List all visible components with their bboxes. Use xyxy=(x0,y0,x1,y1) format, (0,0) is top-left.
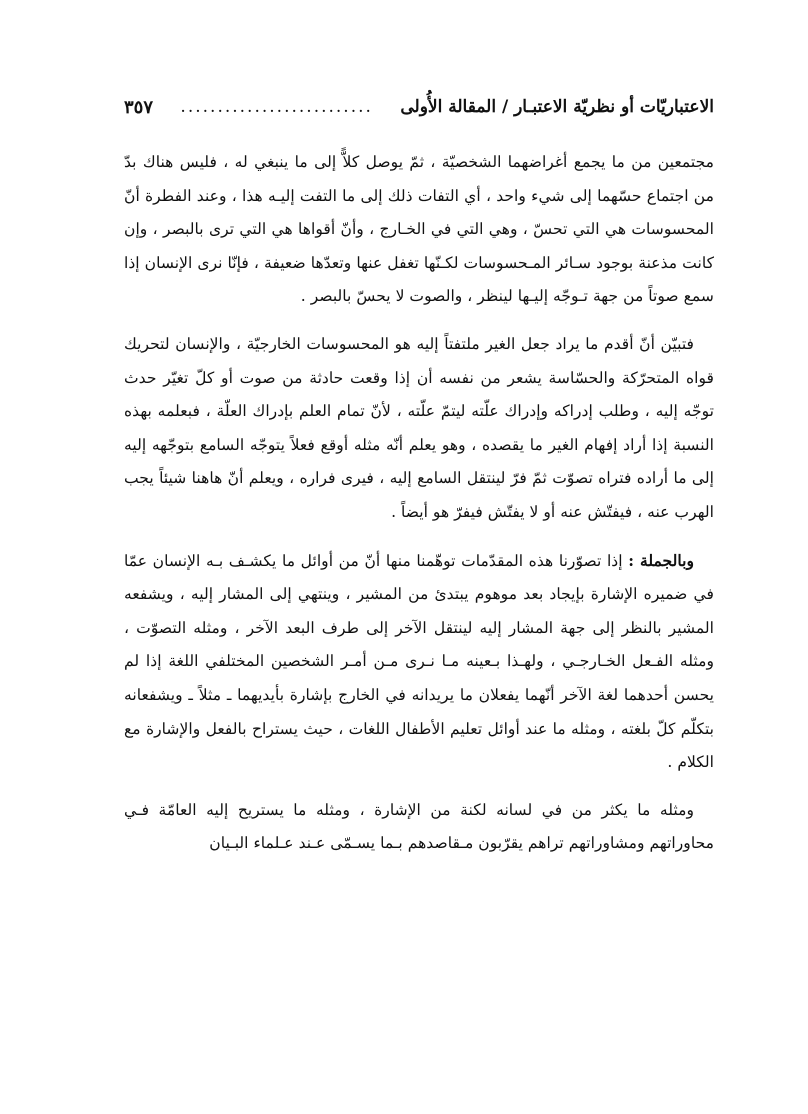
header-dot-leader: .......................... xyxy=(180,97,373,117)
running-header xyxy=(124,92,714,122)
paragraph-2-text: فتبيّن أنّ أقدم ما يراد جعل الغير ملتفتاً إليه هو المحسوسات الخارجيّة ، والإنسان لتحريك قواه المتحرّكة والحسّاسة يشعر من نفسه أن إذا وقعت حادثة من صوت أو كلّ تغيّر حدث توجّه إليه ، وطلب إدراكه وإدراك علّته ليتمّ علّته ، لأنّ تمام العلم بإدراك العلّة ، فبعلمه بهذه النسبة إذا أراد إفهام الغير ما يقصده ، وهو يعلم أنّه مثله أوقع فعلاً يتوجّه السامع بتوجّهه إليه إلى ما أراده فتراه تصوّت ثمّ فرّ لينتقل السامع إليه ، فيرى فراره ، ويعلم أنّ هاهنا شيئاً يجب الهرب عنه ، فيفتّش عنه أو لا يفتّش فيفرّ هو أيضاً . xyxy=(124,334,714,521)
paragraph-1-text: مجتمعين من ما يجمع أغراضهما الشخصيّة ، ثمّ يوصل كلاًّ إلى ما ينبغي له ، فليس هناك بدّ من اجتماع حسّهما إلى شيء واحد ، أي التفات ذلك إلى ما التفت إليـه هذا ، وعند الفطرة أنّ المحسوسات هي التي تحسّ ، وهي التي في الخـارج ، وأنّ أقواها هي التي ترى بالبصر ، وإن كانت مذعنة بوجود سـائر المـحسوسات لكـنّها تغفل عنها وتعدّها ضعيفة ، فإنّا نرى الإنسان إذا سمع صوتاً من جهة تـوجّه إليـها لينظر ، والصوت لا يحسّ بالبصر . xyxy=(124,153,714,306)
paragraph-3-lead: وبالجملة : xyxy=(628,550,694,570)
paragraph-1 xyxy=(124,146,714,314)
paragraph-4-text: ومثله ما يكثر من في لسانه لكنة من الإشارة ، ومثله ما يستريح إليه العامّة فـي محاوراتهم ومشاوراتهم تراهم يقرّبون مـقاصدهم بـما يسـمّى عـند عـلماء البـيان xyxy=(124,800,714,853)
header-title: الاعتباريّات أو نظريّة الاعتبـار / المقالة الأُولى xyxy=(400,97,714,117)
paragraph-3 xyxy=(124,544,714,780)
paragraph-4 xyxy=(124,794,714,861)
page-number: ٣٥٧ xyxy=(124,96,154,118)
paragraph-3-text: إذا تصوّرنا هذه المقدّمات توهّمنا منها أنّ من أوائل ما يكشـف بـه الإنسان عمّا في ضميره الإشارة بإيجاد بعد موهوم يبتدئ من المشير ، وينتهي إلى المشار إليه ، ويشفعه المشير بالنظر إلى جهة المشار إليه لينتقل الآخر إلى طرف البعد الآخر ، ومثله التصوّت ، ومثله الفـعل الخـارجـي ، ولهـذا بـعينه مـا نـرى مـن أمـر الشخصين المختلفي اللغة إذا لم يحسن أحدهما لغة الآخر أنّهما يفعلان ما يريدانه في الخارج بإشارة بأيديهما ـ مثلاً ـ ويشفعانه بتكلّم كلّ بلغته ، ومثله ما عند أوائل تعليم الأطفال اللغات ، حيث يستراح بالفعل والإشارة مع الكلام . xyxy=(124,551,714,772)
body-text xyxy=(124,146,714,861)
paragraph-2 xyxy=(124,328,714,530)
